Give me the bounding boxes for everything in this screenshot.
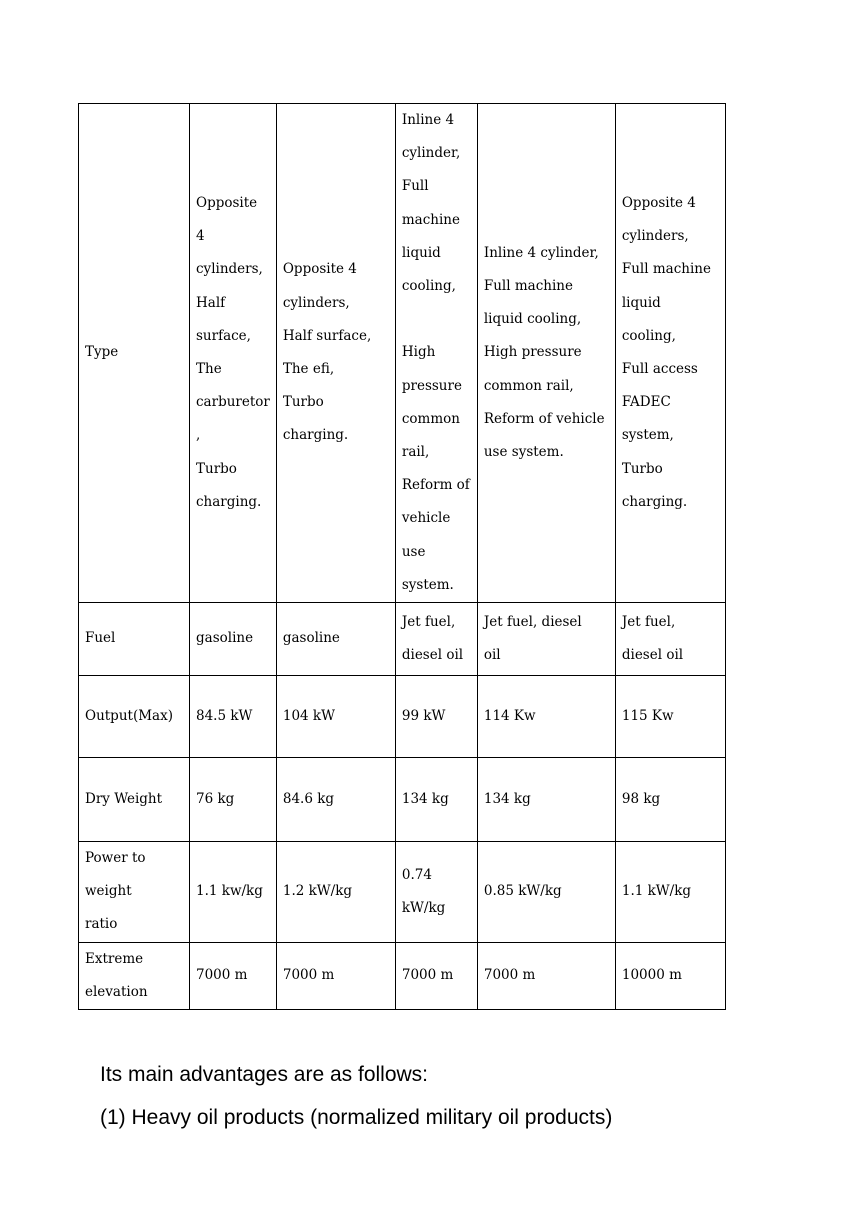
row-label-type: Type — [79, 104, 190, 603]
table-cell: 114 Kw — [477, 676, 615, 758]
table-cell: gasoline — [276, 603, 395, 676]
table-cell: Inline 4 cylinder, Full machine liquid cooling, High pressure common rail, Reform of vehicle use system. — [477, 104, 615, 603]
table-cell: 134 kg — [477, 758, 615, 842]
table-cell: 10000 m — [615, 942, 725, 1009]
table-cell: 0.85 kW/kg — [477, 842, 615, 943]
row-label-fuel: Fuel — [79, 603, 190, 676]
table-cell: Jet fuel, diesel oil — [477, 603, 615, 676]
table-row-extreme-elevation — [79, 942, 726, 1009]
table-cell: 104 kW — [276, 676, 395, 758]
table-cell: 1.2 kW/kg — [276, 842, 395, 943]
table-row-fuel — [79, 603, 726, 676]
table-row-dry-weight — [79, 758, 726, 842]
table-cell: Jet fuel, diesel oil — [395, 603, 477, 676]
table-cell: 84.6 kg — [276, 758, 395, 842]
advantage-item-1: (1) Heavy oil products (normalized military oil products) — [100, 1106, 613, 1129]
table-cell: 1.1 kw/kg — [190, 842, 277, 943]
row-label-extreme-elevation: Extreme elevation — [79, 942, 190, 1009]
table-cell: Jet fuel, diesel oil — [615, 603, 725, 676]
table-cell: 7000 m — [477, 942, 615, 1009]
table-cell: 134 kg — [395, 758, 477, 842]
table-row-output — [79, 676, 726, 758]
table-cell: Opposite 4 cylinders, Half surface, The carburetor , Turbo charging. — [190, 104, 277, 603]
table-row-power-to-weight — [79, 842, 726, 943]
table-cell: 7000 m — [276, 942, 395, 1009]
advantages-intro: Its main advantages are as follows: — [100, 1063, 429, 1086]
table-cell: 76 kg — [190, 758, 277, 842]
table-cell: 84.5 kW — [190, 676, 277, 758]
table-cell: 115 Kw — [615, 676, 725, 758]
row-label-power-to-weight: Power to weight ratio — [79, 842, 190, 943]
row-label-dry-weight: Dry Weight — [79, 758, 190, 842]
table-cell: 98 kg — [615, 758, 725, 842]
table-cell: Opposite 4 cylinders, Full machine liquid cooling, Full access FADEC system, Turbo charging. — [615, 104, 725, 603]
table-cell: 0.74 kW/kg — [395, 842, 477, 943]
table-cell: 7000 m — [395, 942, 477, 1009]
row-label-output: Output(Max) — [79, 676, 190, 758]
table-cell: 7000 m — [190, 942, 277, 1009]
engine-spec-table — [78, 103, 726, 1010]
table-cell: 99 kW — [395, 676, 477, 758]
table-cell: 1.1 kW/kg — [615, 842, 725, 943]
table-cell: Opposite 4 cylinders, Half surface, The efi, Turbo charging. — [276, 104, 395, 603]
table-cell: Inline 4 cylinder, Full machine liquid cooling, High pressure common rail, Reform of vehicle use system. — [395, 104, 477, 603]
table-row-type — [79, 104, 726, 603]
table-cell: gasoline — [190, 603, 277, 676]
